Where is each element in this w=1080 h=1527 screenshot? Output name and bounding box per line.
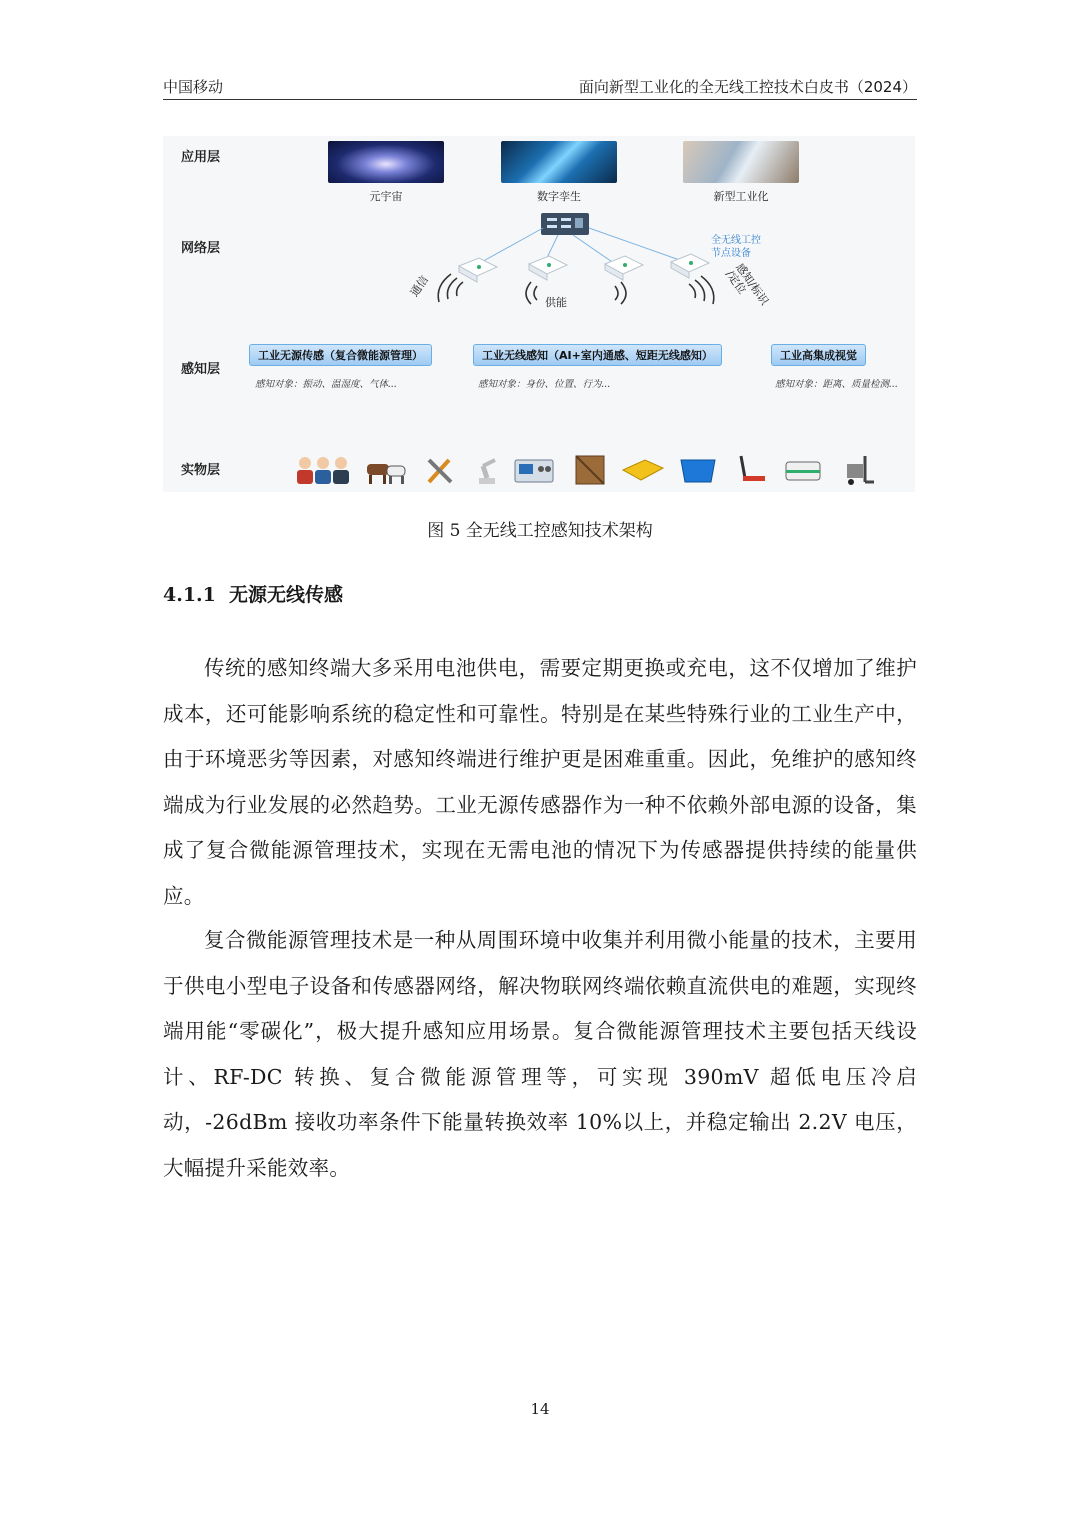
body-paragraph: 复合微能源管理技术是一种从周围环境中收集并利用微小能量的技术，主要用于供电小型电子设备和传感器网络，解决物联网终端依赖直流供电的难题，实现终端用能“零碳化”，极大提升感知应用场景。复合微能源管理技术主要包括天线设计、RF-DC 转换、复合微能源管理等，可实现 390mV 超低电压冷启动，-26dBm 接收功率条件下能量转换效率 10%以上，并稳定输出 2.2V 电压，大幅提升采能效率。 <box>163 928 917 1180</box>
wooden-crate-icon <box>573 454 607 486</box>
layer-label-physical: 实物层 <box>181 463 221 478</box>
figure-caption: 图 5 全无线工控感知技术架构 <box>427 521 653 541</box>
header-doc-title: 面向新型工业化的全无线工控技术白皮书（2024） <box>578 78 917 96</box>
pallet-icon <box>621 454 665 486</box>
node-device-icon <box>459 258 497 282</box>
node-device-icon <box>671 254 709 278</box>
cattle-icon <box>363 454 409 486</box>
network-diagram <box>163 136 915 492</box>
app-caption-new-industrialization: 新型工业化 <box>713 190 769 203</box>
people-icon <box>295 454 353 486</box>
layer-label-network: 网络层 <box>181 241 221 256</box>
layer-label-sense: 感知层 <box>181 362 221 377</box>
app-caption-metaverse: 元宇宙 <box>369 190 403 203</box>
node-device-icon <box>605 256 643 280</box>
wire-label-power: 供能 <box>545 296 567 309</box>
header-org: 中国移动 <box>163 78 224 96</box>
layer-label-app: 应用层 <box>181 150 221 165</box>
pill-passive-sensing: 工业无源传感（复合微能源管理） <box>249 344 432 366</box>
sense-note-wireless: 感知对象：身份、位置、行为... <box>478 379 611 390</box>
plastic-bin-icon <box>679 454 717 486</box>
section-title: 无源无线传感 <box>229 584 344 606</box>
pallet-jack-icon <box>733 454 767 486</box>
section-number: 4.1.1 <box>163 584 216 606</box>
page-number: 14 <box>530 1400 550 1418</box>
wire-label-comm: 通信 <box>407 273 432 300</box>
wire-label-sense: 感知/标识 /定位 <box>723 260 772 308</box>
tools-icon <box>423 454 457 486</box>
section-heading <box>163 580 343 607</box>
agv-icon <box>783 454 823 486</box>
sense-note-vision: 感知对象：距离、质量检测... <box>775 379 899 390</box>
robot-arm-icon <box>471 454 505 486</box>
pill-wireless-sensing: 工业无线感知（AI+室内通感、短距无线感知） <box>473 344 722 366</box>
wireless-arcs <box>438 274 714 304</box>
node-device-note-text: 全无线工控 节点设备 <box>711 235 761 259</box>
physical-objects <box>293 450 893 490</box>
architecture-figure <box>163 136 915 492</box>
body-paragraph: 传统的感知终端大多采用电池供电，需要定期更换或充电，这不仅增加了维护成本，还可能影响系统的稳定性和可靠性。特别是在某些特殊行业的工业生产中，由于环境恶劣等因素，对感知终端进行维护更是困难重重。因此，免维护的感知终端成为行业发展的必然趋势。工业无源传感器作为一种不依赖外部电源的设备，集成了复合微能源管理技术，实现在无需电池的情况下为传感器提供持续的能量供应。 <box>163 656 917 908</box>
node-device-note <box>711 234 761 260</box>
sense-note-passive: 感知对象：振动、温湿度、气体... <box>255 379 398 390</box>
node-device-icon <box>529 256 567 280</box>
pill-vision: 工业高集成视觉 <box>771 344 866 366</box>
forklift-icon <box>841 454 875 486</box>
page-header <box>163 76 917 100</box>
instrument-icon <box>513 454 555 486</box>
app-caption-digital-twin: 数字孪生 <box>537 190 581 203</box>
gateway-icon <box>541 213 589 235</box>
